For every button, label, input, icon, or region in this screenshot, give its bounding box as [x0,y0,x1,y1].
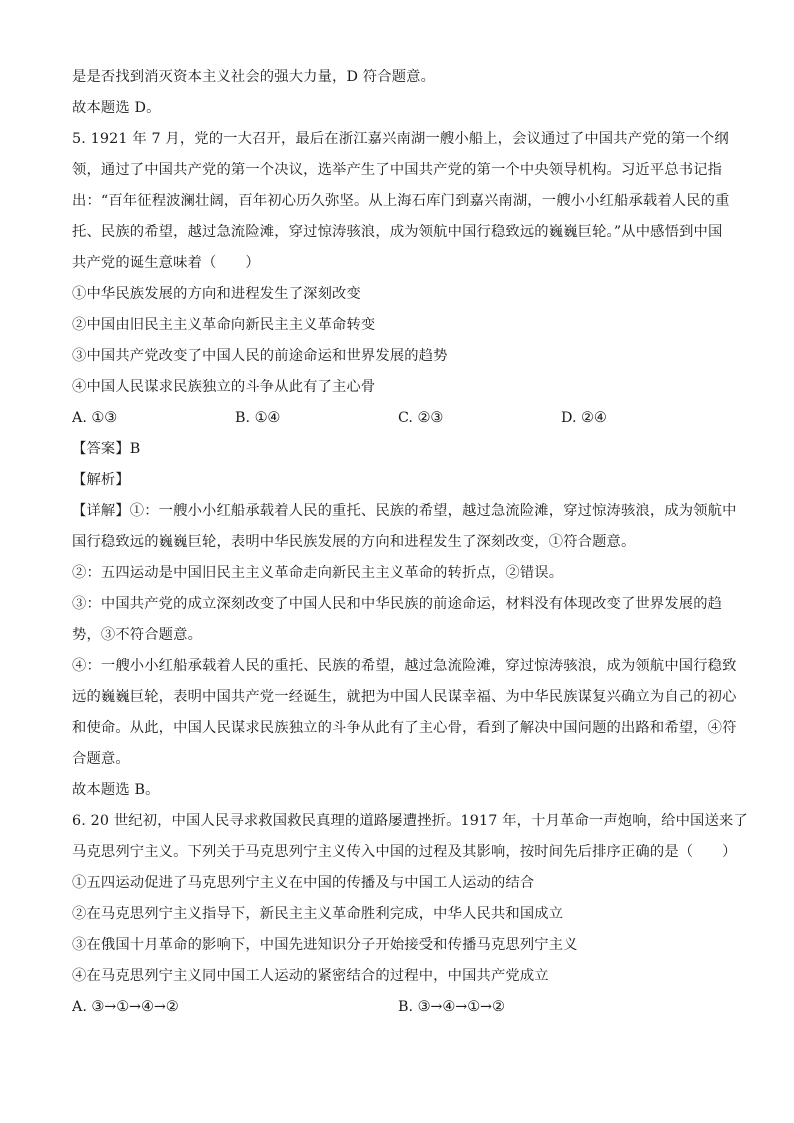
text-line: 故本题选 B。 [72,782,160,798]
text-line: ②在马克思列宁主义指导下，新民主主义革命胜利完成，中华人民共和国成立 [72,906,564,922]
text-line: ②中国由旧民主主义革命向新民主主义革命转变 [72,317,376,333]
answer-option: D. ②④ [561,410,607,426]
text-line: ③在俄国十月革命的影响下，中国先进知识分子开始接受和传播马克思列宁主义 [72,937,578,953]
answer-option: A. ③→①→④→② [72,999,179,1015]
answer-option: B. ①④ [235,410,281,426]
text-line: ②：五四运动是中国旧民主主义革命走向新民主主义革命的转折点，②错误。 [72,565,564,581]
answer-option: A. ①③ [72,410,118,426]
text-line: 5. 1921 年 7 月，党的一大召开，最后在浙江嘉兴南湖一艘小船上，会议通过了中国共产党的第一个纲 [72,131,729,147]
answer-options [72,992,724,1023]
document-page [72,62,748,1023]
text-line: 远的巍巍巨轮，表明中国共产党一经诞生，就把为中国人民谋幸福、为中华民族谋复兴确立为自己的初心 [72,689,737,705]
text-line: ①中华民族发展的方向和进程发生了深刻改变 [72,286,361,302]
text-line: 出：“百年征程波澜壮阔，百年初心历久弥坚。从上海石库门到嘉兴南湖，一艘小小红船承载着人民的重 [72,193,730,209]
text-line: 托、民族的希望，越过急流险滩，穿过惊涛骇浪，成为领航中国行稳致远的巍巍巨轮。”从中感悟到中国 [72,224,723,240]
text-line: 【解析】 [72,472,130,488]
answer-options [72,403,724,434]
text-line: 势，③不符合题意。 [72,627,203,643]
text-line: 【答案】B [72,441,141,457]
text-line: ①五四运动促进了马克思列宁主义在中国的传播及与中国工人运动的结合 [72,875,535,891]
text-line: ③中国共产党改变了中国人民的前途命运和世界发展的趋势 [72,348,448,364]
text-line: 【详解】①：一艘小小红船承载着人民的重托、民族的希望，越过急流险滩，穿过惊涛骇浪，成为领航中 [72,503,737,519]
answer-option: C. ②③ [398,410,444,426]
text-line: 6. 20 世纪初，中国人民寻求救国救民真理的道路屡遭挫折。1917 年，十月革命一声炮响，给中国送来了 [72,813,748,829]
text-line: ④在马克思列宁主义同中国工人运动的紧密结合的过程中，中国共产党成立 [72,968,549,984]
text-line: ③：中国共产党的成立深刻改变了中国人民和中华民族的前途命运，材料没有体现改变了世界发展的趋 [72,596,723,612]
text-line: 共产党的诞生意味着（ ） [72,255,260,271]
answer-option: B. ③→④→①→② [398,999,505,1015]
text-line: 领，通过了中国共产党的第一个决议，选举产生了中国共产党的第一个中央领导机构。习近平总书记指 [72,162,723,178]
text-line: 和使命。从此，中国人民谋求民族独立的斗争从此有了主心骨，看到了解决中国问题的出路和希望，④符 [72,720,737,736]
text-line: 故本题选 D。 [72,100,161,116]
text-line: ④中国人民谋求民族独立的斗争从此有了主心骨 [72,379,376,395]
text-line: 国行稳致远的巍巍巨轮，表明中华民族发展的方向和进程发生了深刻改变，①符合题意。 [72,534,636,550]
text-line: 是是否找到消灭资本主义社会的强大力量，D 符合题意。 [72,69,436,85]
text-line: 马克思列宁主义。下列关于马克思列宁主义传入中国的过程及其影响，按时间先后排序正确的是（ ） [72,844,737,860]
text-line: 合题意。 [72,751,130,767]
text-line: ④：一艘小小红船承载着人民的重托、民族的希望，越过急流险滩，穿过惊涛骇浪，成为领航中国行稳致 [72,658,737,674]
